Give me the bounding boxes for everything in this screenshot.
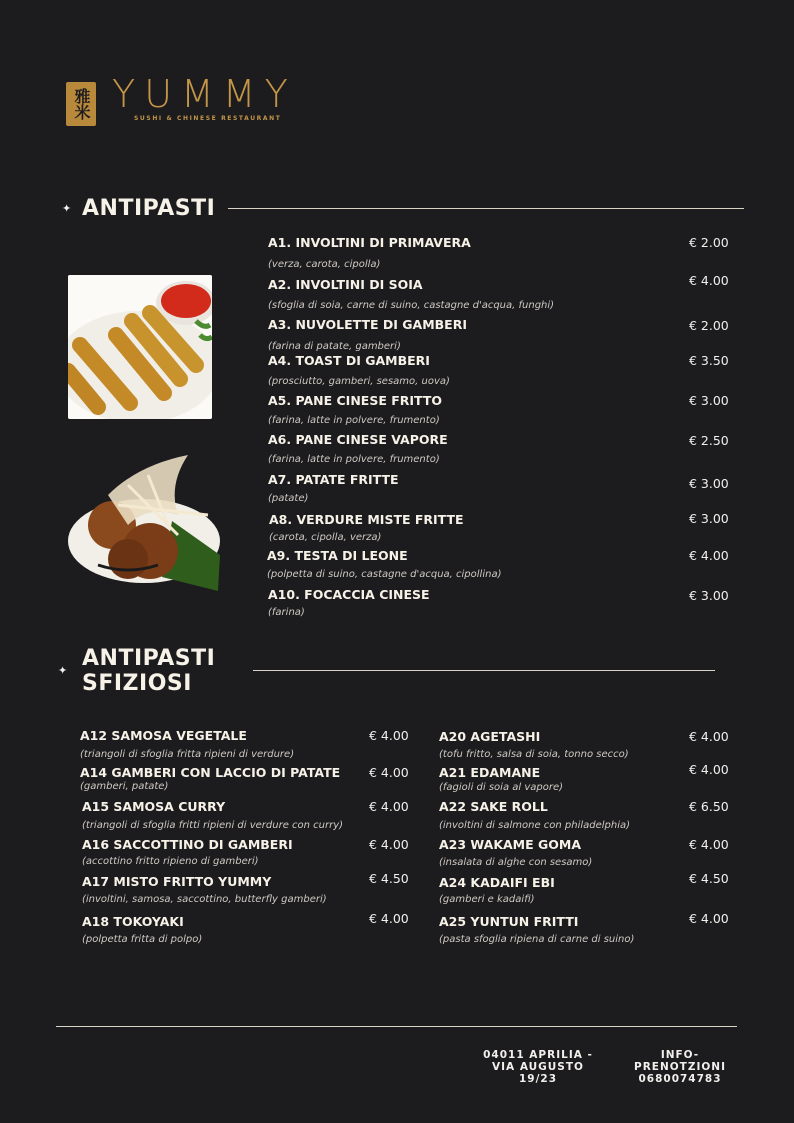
menu-item-price: € 4.00 [369, 799, 409, 814]
menu-item-price: € 3.00 [689, 476, 729, 491]
menu-item-description: (fagioli di soia al vapore) [439, 782, 564, 793]
menu-item-description: (patate) [268, 493, 309, 504]
menu-item-description: (gamberi, patate) [80, 781, 169, 792]
menu-item-name: A14 GAMBERI CON LACCIO DI PATATE [80, 765, 341, 780]
menu-item-price: € 2.00 [689, 235, 729, 250]
menu-item-price: € 3.50 [689, 353, 729, 368]
menu-item-price: € 4.00 [689, 548, 729, 563]
menu-item-description: (polpetta di suino, castagne d'acqua, cipollina) [267, 569, 502, 580]
menu-item-description: (involtini di salmone con philadelphia) [439, 820, 631, 831]
phone-number[interactable]: 0680074783 [638, 1073, 722, 1085]
menu-item-price: € 4.00 [369, 911, 409, 926]
sparkle-icon: ✦ [62, 202, 72, 215]
menu-item-name: A17 MISTO FRITTO YUMMY [82, 874, 272, 889]
menu-item-name: A4. TOAST DI GAMBERI [268, 353, 430, 368]
menu-item-name: A9. TESTA DI LEONE [267, 548, 408, 563]
menu-item-price: € 4.00 [369, 728, 409, 743]
menu-item-price: € 3.00 [689, 588, 729, 603]
menu-item-name: A20 AGETASHI [439, 729, 541, 744]
footer-divider [56, 1026, 737, 1027]
logo-name: YUMMY [112, 72, 297, 116]
menu-item-name: A3. NUVOLETTE DI GAMBERI [268, 317, 467, 332]
menu-item-price: € 3.00 [689, 393, 729, 408]
menu-item-description: (triangoli di sfoglia fritta ripieni di verdure) [80, 749, 295, 760]
menu-item-price: € 4.00 [369, 837, 409, 852]
menu-item-name: A21 EDAMANE [439, 765, 541, 780]
menu-item-description: (gamberi e kadaifi) [439, 894, 535, 905]
menu-item-description: (carota, cipolla, verza) [269, 532, 382, 543]
menu-item-description: (verza, carota, cipolla) [268, 259, 381, 270]
menu-item-description: (pasta sfoglia ripiena di carne di suino) [439, 934, 635, 945]
menu-item-name: A16 SACCOTTINO DI GAMBERI [82, 837, 293, 852]
logo-seal-text: 雅米 [72, 88, 91, 120]
menu-item-price: € 3.00 [689, 511, 729, 526]
menu-item-description: (tofu fritto, salsa di soia, tonno secco) [439, 749, 629, 760]
menu-item-price: € 2.00 [689, 318, 729, 333]
address-line: VIA AUGUSTO [492, 1061, 584, 1073]
menu-item-description: (prosciutto, gamberi, sesamo, uova) [268, 376, 450, 387]
menu-item-name: A18 TOKOYAKI [82, 914, 184, 929]
menu-item-name: A23 WAKAME GOMA [439, 837, 582, 852]
menu-item-description: (farina di patate, gamberi) [268, 341, 401, 352]
address-line: 19/23 [518, 1073, 558, 1085]
section-title-antipasti: ANTIPASTI [82, 196, 216, 221]
menu-item-name: A10. FOCACCIA CINESE [268, 587, 430, 602]
menu-item-price: € 2.50 [689, 433, 729, 448]
footer-address [478, 1049, 598, 1085]
menu-item-description: (triangoli di sfoglia fritti ripieni di verdure con curry) [82, 820, 344, 831]
menu-item-name: A12 SAMOSA VEGETALE [80, 728, 247, 743]
sparkle-icon: ✦ [58, 664, 68, 677]
menu-item-price: € 4.00 [689, 762, 729, 777]
spring-rolls-image [68, 275, 212, 419]
menu-item-name: A22 SAKE ROLL [439, 799, 548, 814]
section-title-sfiziosi [82, 646, 215, 696]
logo-subtitle: SUSHI & CHINESE RESTAURANT [134, 115, 282, 122]
section-divider [253, 670, 715, 671]
menu-item-description: (accottino fritto ripieno di gamberi) [82, 856, 259, 867]
menu-item-price: € 4.50 [689, 871, 729, 886]
menu-item-price: € 4.00 [689, 729, 729, 744]
menu-item-name: A6. PANE CINESE VAPORE [268, 432, 448, 447]
menu-item-price: € 4.00 [689, 837, 729, 852]
menu-item-description: (farina) [268, 607, 305, 618]
menu-item-name: A2. INVOLTINI DI SOIA [268, 277, 423, 292]
takoyaki-image [68, 455, 230, 595]
menu-item-name: A25 YUNTUN FRITTI [439, 914, 579, 929]
menu-item-description: (polpetta fritta di polpo) [82, 934, 203, 945]
menu-item-price: € 4.50 [369, 871, 409, 886]
section-title-line-1: ANTIPASTI [82, 646, 216, 671]
menu-item-price: € 6.50 [689, 799, 729, 814]
address-line: 04011 APRILIA - [483, 1049, 593, 1061]
menu-item-description: (sfoglia di soia, carne di suino, castagne d'acqua, funghi) [268, 300, 555, 311]
menu-item-name: A1. INVOLTINI DI PRIMAVERA [268, 235, 471, 250]
menu-item-price: € 4.00 [689, 273, 729, 288]
menu-item-name: A15 SAMOSA CURRY [82, 799, 226, 814]
menu-item-description: (farina, latte in polvere, frumento) [268, 454, 440, 465]
menu-item-description: (insalata di alghe con sesamo) [439, 857, 593, 868]
section-divider [228, 208, 744, 209]
info-line: INFO- [660, 1049, 700, 1061]
menu-item-name: A8. VERDURE MISTE FRITTE [269, 512, 464, 527]
footer-info [626, 1049, 734, 1085]
menu-item-price: € 4.00 [689, 911, 729, 926]
menu-item-description: (farina, latte in polvere, frumento) [268, 415, 440, 426]
logo-seal [66, 82, 96, 126]
menu-item-name: A24 KADAIFI EBI [439, 875, 555, 890]
menu-item-name: A5. PANE CINESE FRITTO [268, 393, 443, 408]
info-line: PRENOTZIONI [634, 1061, 726, 1073]
section-title-line-2: SFIZIOSI [82, 671, 192, 696]
menu-item-name: A7. PATATE FRITTE [268, 472, 399, 487]
menu-item-description: (involtini, samosa, saccottino, butterfly gamberi) [82, 894, 327, 905]
menu-item-price: € 4.00 [369, 765, 409, 780]
